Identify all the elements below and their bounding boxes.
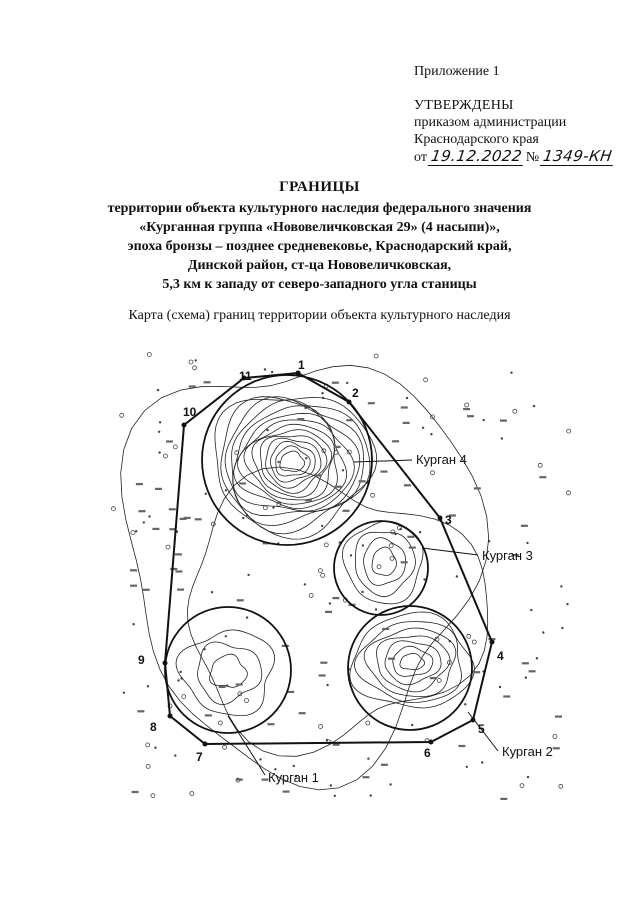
handwritten-date: 19.12.2022 bbox=[428, 148, 525, 166]
leader-mound-4 bbox=[354, 460, 412, 462]
vertex-label-6: 6 bbox=[424, 746, 431, 760]
title-line-5: 5,3 км к западу от северо-западного угла станицы bbox=[162, 277, 477, 292]
mound-3-label: Курган 3 bbox=[482, 548, 533, 563]
mound-2-label: Курган 2 bbox=[502, 744, 553, 759]
survey-points bbox=[111, 353, 570, 798]
map-caption: Карта (схема) границ территории объекта культурного наследия bbox=[128, 308, 511, 323]
title-line-1: территории объекта культурного наследия федерального значения bbox=[107, 201, 532, 216]
vertex-label-3: 3 bbox=[445, 513, 452, 527]
vertex-label-8: 8 bbox=[150, 720, 157, 734]
approved-heading: УТВЕРЖДЕНЫ bbox=[414, 98, 514, 113]
number-prefix: № bbox=[525, 150, 540, 165]
vertex-label-9: 9 bbox=[138, 653, 145, 667]
mound-2-circle bbox=[348, 606, 472, 730]
leader-mound-2 bbox=[468, 712, 498, 751]
mound-1-label: Курган 1 bbox=[268, 770, 319, 785]
order-line-1: приказом администрации bbox=[414, 115, 567, 130]
vertex-label-4: 4 bbox=[497, 649, 504, 663]
approval-block bbox=[414, 97, 616, 166]
vertex-label-10: 10 bbox=[183, 405, 197, 419]
date-prefix: от bbox=[414, 150, 427, 165]
handwritten-number: 1349-КН bbox=[540, 148, 616, 166]
title-line-2: «Курганная группа «Нововеличковская 29» (4 насыпи)», bbox=[139, 220, 500, 235]
title-line-3: эпоха бронзы – позднее средневековье, Краснодарский край, bbox=[127, 239, 512, 254]
boundary-map bbox=[0, 330, 639, 830]
vertex-label-7: 7 bbox=[196, 750, 203, 764]
appendix-label: Приложение 1 bbox=[414, 64, 500, 79]
date-number-line bbox=[414, 148, 616, 166]
mound-4-label: Курган 4 bbox=[416, 452, 467, 467]
order-line-2: Краснодарского края bbox=[414, 132, 539, 147]
leader-mound-3 bbox=[422, 548, 478, 555]
document-title bbox=[0, 178, 639, 294]
vertex-label-1: 1 bbox=[298, 358, 305, 372]
vertex-label-11: 11 bbox=[239, 369, 252, 383]
vertex-label-5: 5 bbox=[478, 722, 485, 736]
vertex-label-2: 2 bbox=[352, 386, 359, 400]
title-heading: ГРАНИЦЫ bbox=[279, 179, 360, 195]
title-line-4: Динской район, ст-ца Нововеличковская, bbox=[187, 258, 452, 273]
elevation-marks bbox=[130, 381, 562, 800]
